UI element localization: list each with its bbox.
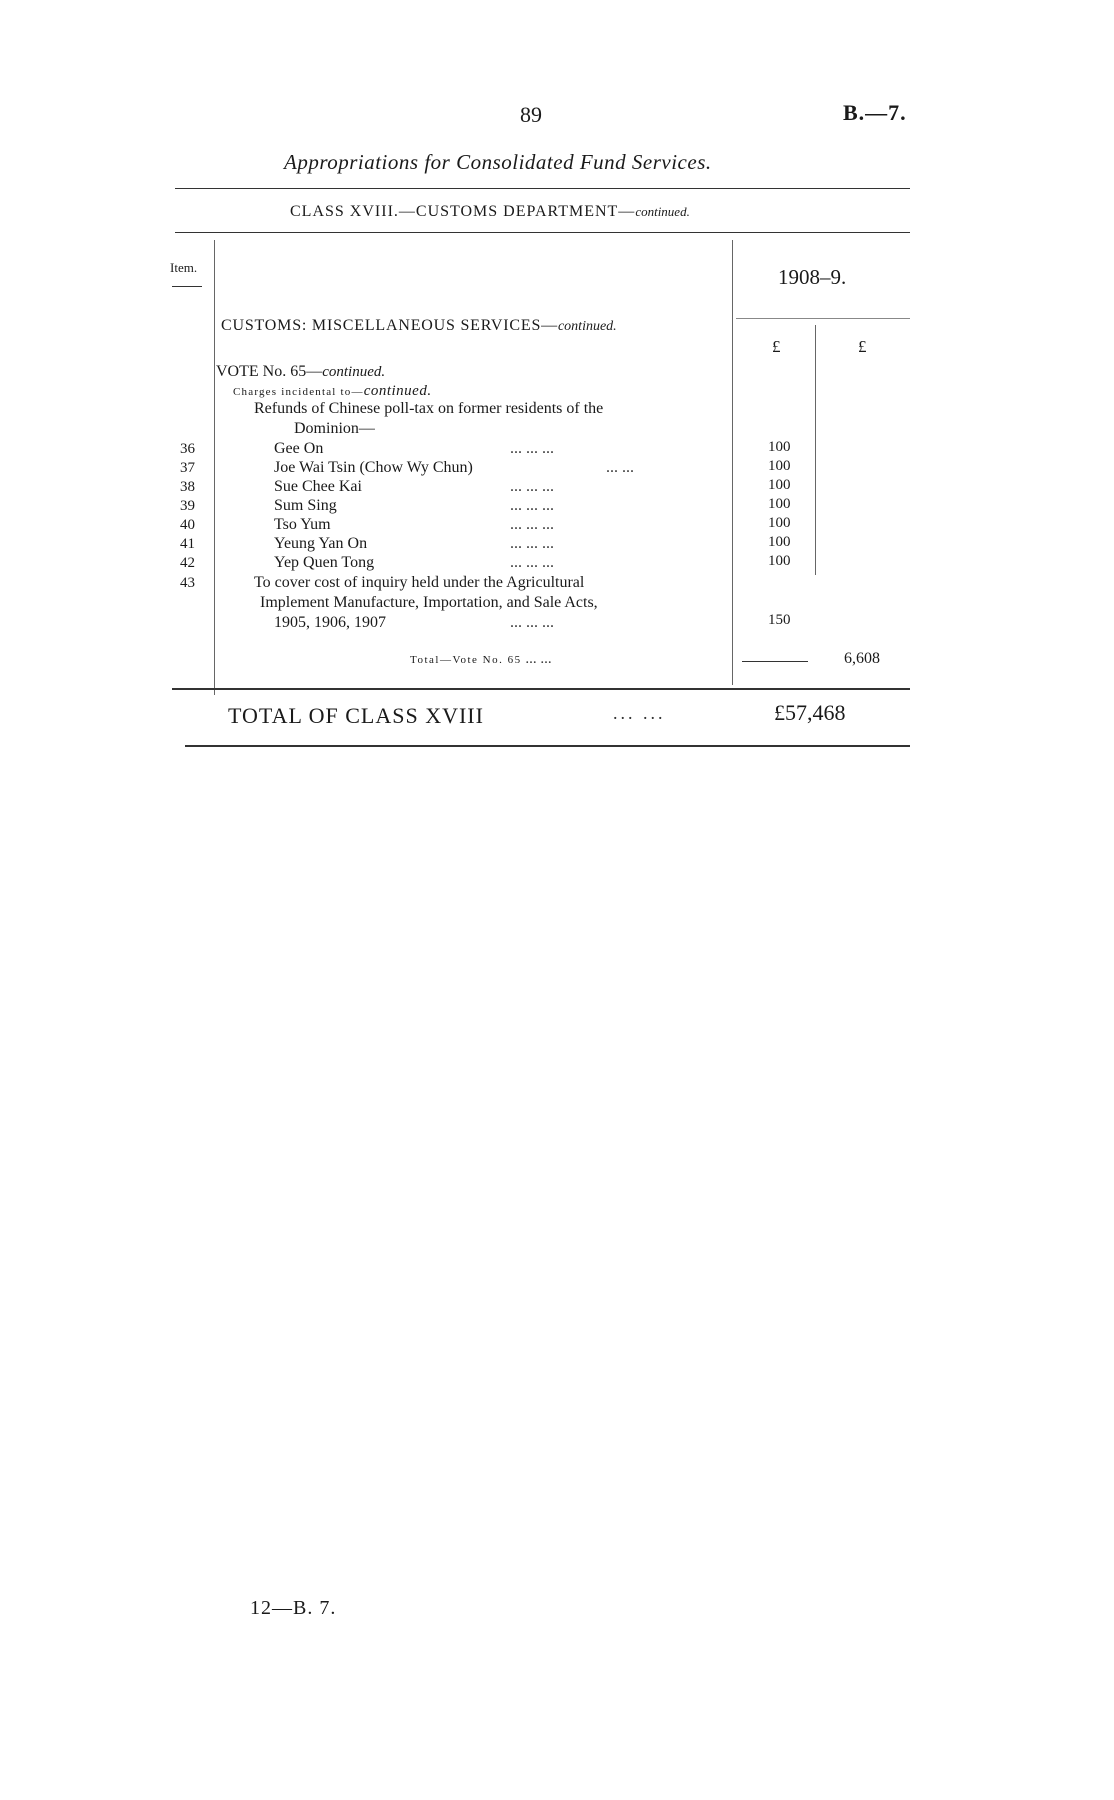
- page-heading: Appropriations for Consolidated Fund Services.: [284, 150, 712, 174]
- subtotal-rule: [742, 661, 808, 662]
- item-number: 38: [180, 479, 195, 495]
- leader-dots: ... ... ...: [510, 614, 554, 631]
- total-vote-amount: 6,608: [844, 650, 880, 667]
- charges-label: [233, 383, 432, 400]
- section-title-text: CUSTOMS: MISCELLANEOUS SERVICES—: [221, 317, 558, 334]
- document-reference: B.—7.: [843, 100, 907, 125]
- item-number: 40: [180, 517, 195, 533]
- page-number: 89: [520, 102, 542, 127]
- class-title: [290, 203, 690, 221]
- year-rule: [736, 318, 910, 319]
- item-amount: 100: [768, 439, 791, 455]
- item-label: Gee On: [274, 440, 324, 457]
- item-label: Yep Quen Tong: [274, 554, 375, 571]
- leader-dots: ... ... ...: [510, 554, 554, 571]
- class-title-suffix: continued.: [635, 204, 690, 219]
- item-amount: 100: [768, 534, 791, 550]
- vote-label: [216, 363, 385, 381]
- item-amount: 100: [768, 458, 791, 474]
- leader-dots: ... ... ...: [510, 535, 554, 552]
- item-number: 42: [180, 555, 195, 571]
- amount-column-rule: [732, 240, 733, 685]
- grand-total-amount: £57,468: [774, 700, 846, 725]
- item-amount: 100: [768, 515, 791, 531]
- leader-dots: ... ...: [525, 651, 552, 667]
- item-label: Yeung Yan On: [274, 535, 368, 552]
- leader-dots: ... ... ...: [510, 497, 554, 514]
- item-label: Sue Chee Kai: [274, 478, 362, 495]
- item-43-line-2: Implement Manufacture, Importation, and Sale Acts,: [260, 594, 598, 611]
- currency-symbol-left: £: [772, 337, 781, 356]
- table-top-rule: [175, 232, 910, 233]
- item-number: 39: [180, 498, 195, 514]
- item-column-rule: [214, 240, 215, 695]
- item-label: Tso Yum: [274, 516, 331, 533]
- leader-dots: ... ...: [606, 459, 634, 476]
- item-amount: 100: [768, 496, 791, 512]
- currency-symbol-right: £: [858, 337, 867, 356]
- leader-dots: ... ...: [613, 703, 666, 723]
- item-amount: 100: [768, 477, 791, 493]
- heading-rule: [175, 188, 910, 189]
- charges-label-suffix: continued.: [363, 383, 432, 399]
- item-header-underline: [172, 286, 202, 287]
- grand-total-label: TOTAL OF CLASS XVIII: [228, 703, 484, 728]
- subamount-column-rule: [815, 325, 816, 575]
- item-number: 41: [180, 536, 195, 552]
- vote-label-text: VOTE No. 65—: [216, 363, 323, 380]
- item-amount: 100: [768, 553, 791, 569]
- section-title-suffix: continued.: [557, 319, 617, 334]
- item-number: 36: [180, 441, 195, 457]
- refunds-line-2: Dominion—: [294, 420, 375, 437]
- vote-label-suffix: continued.: [322, 364, 386, 380]
- item-column-header: Item.: [170, 260, 198, 275]
- item-number: 43: [180, 575, 195, 591]
- item-label: Joe Wai Tsin (Chow Wy Chun): [274, 459, 473, 476]
- leader-dots: ... ... ...: [510, 516, 554, 533]
- item-43-line-1: To cover cost of inquiry held under the Agricultural: [254, 574, 585, 591]
- footer-signature: 12—B. 7.: [250, 1597, 337, 1619]
- item-label: Sum Sing: [274, 497, 337, 514]
- total-vote-label-text: Total—Vote No. 65: [410, 654, 522, 666]
- grand-total-top-rule: [172, 688, 910, 690]
- total-vote-label: [410, 651, 552, 668]
- leader-dots: ... ... ...: [510, 440, 554, 457]
- charges-label-text: Charges incidental to—: [233, 386, 364, 398]
- refunds-line-1: Refunds of Chinese poll-tax on former residents of the: [254, 400, 604, 417]
- year-header: 1908–9.: [778, 265, 847, 289]
- leader-dots: ... ... ...: [510, 478, 554, 495]
- item-43-line-3: 1905, 1906, 1907: [274, 614, 386, 631]
- grand-total-bottom-rule: [185, 745, 910, 747]
- item-number: 37: [180, 460, 195, 476]
- class-title-text: CLASS XVIII.—CUSTOMS DEPARTMENT—: [290, 203, 636, 220]
- item-amount: 150: [768, 612, 791, 628]
- section-title: [221, 317, 617, 335]
